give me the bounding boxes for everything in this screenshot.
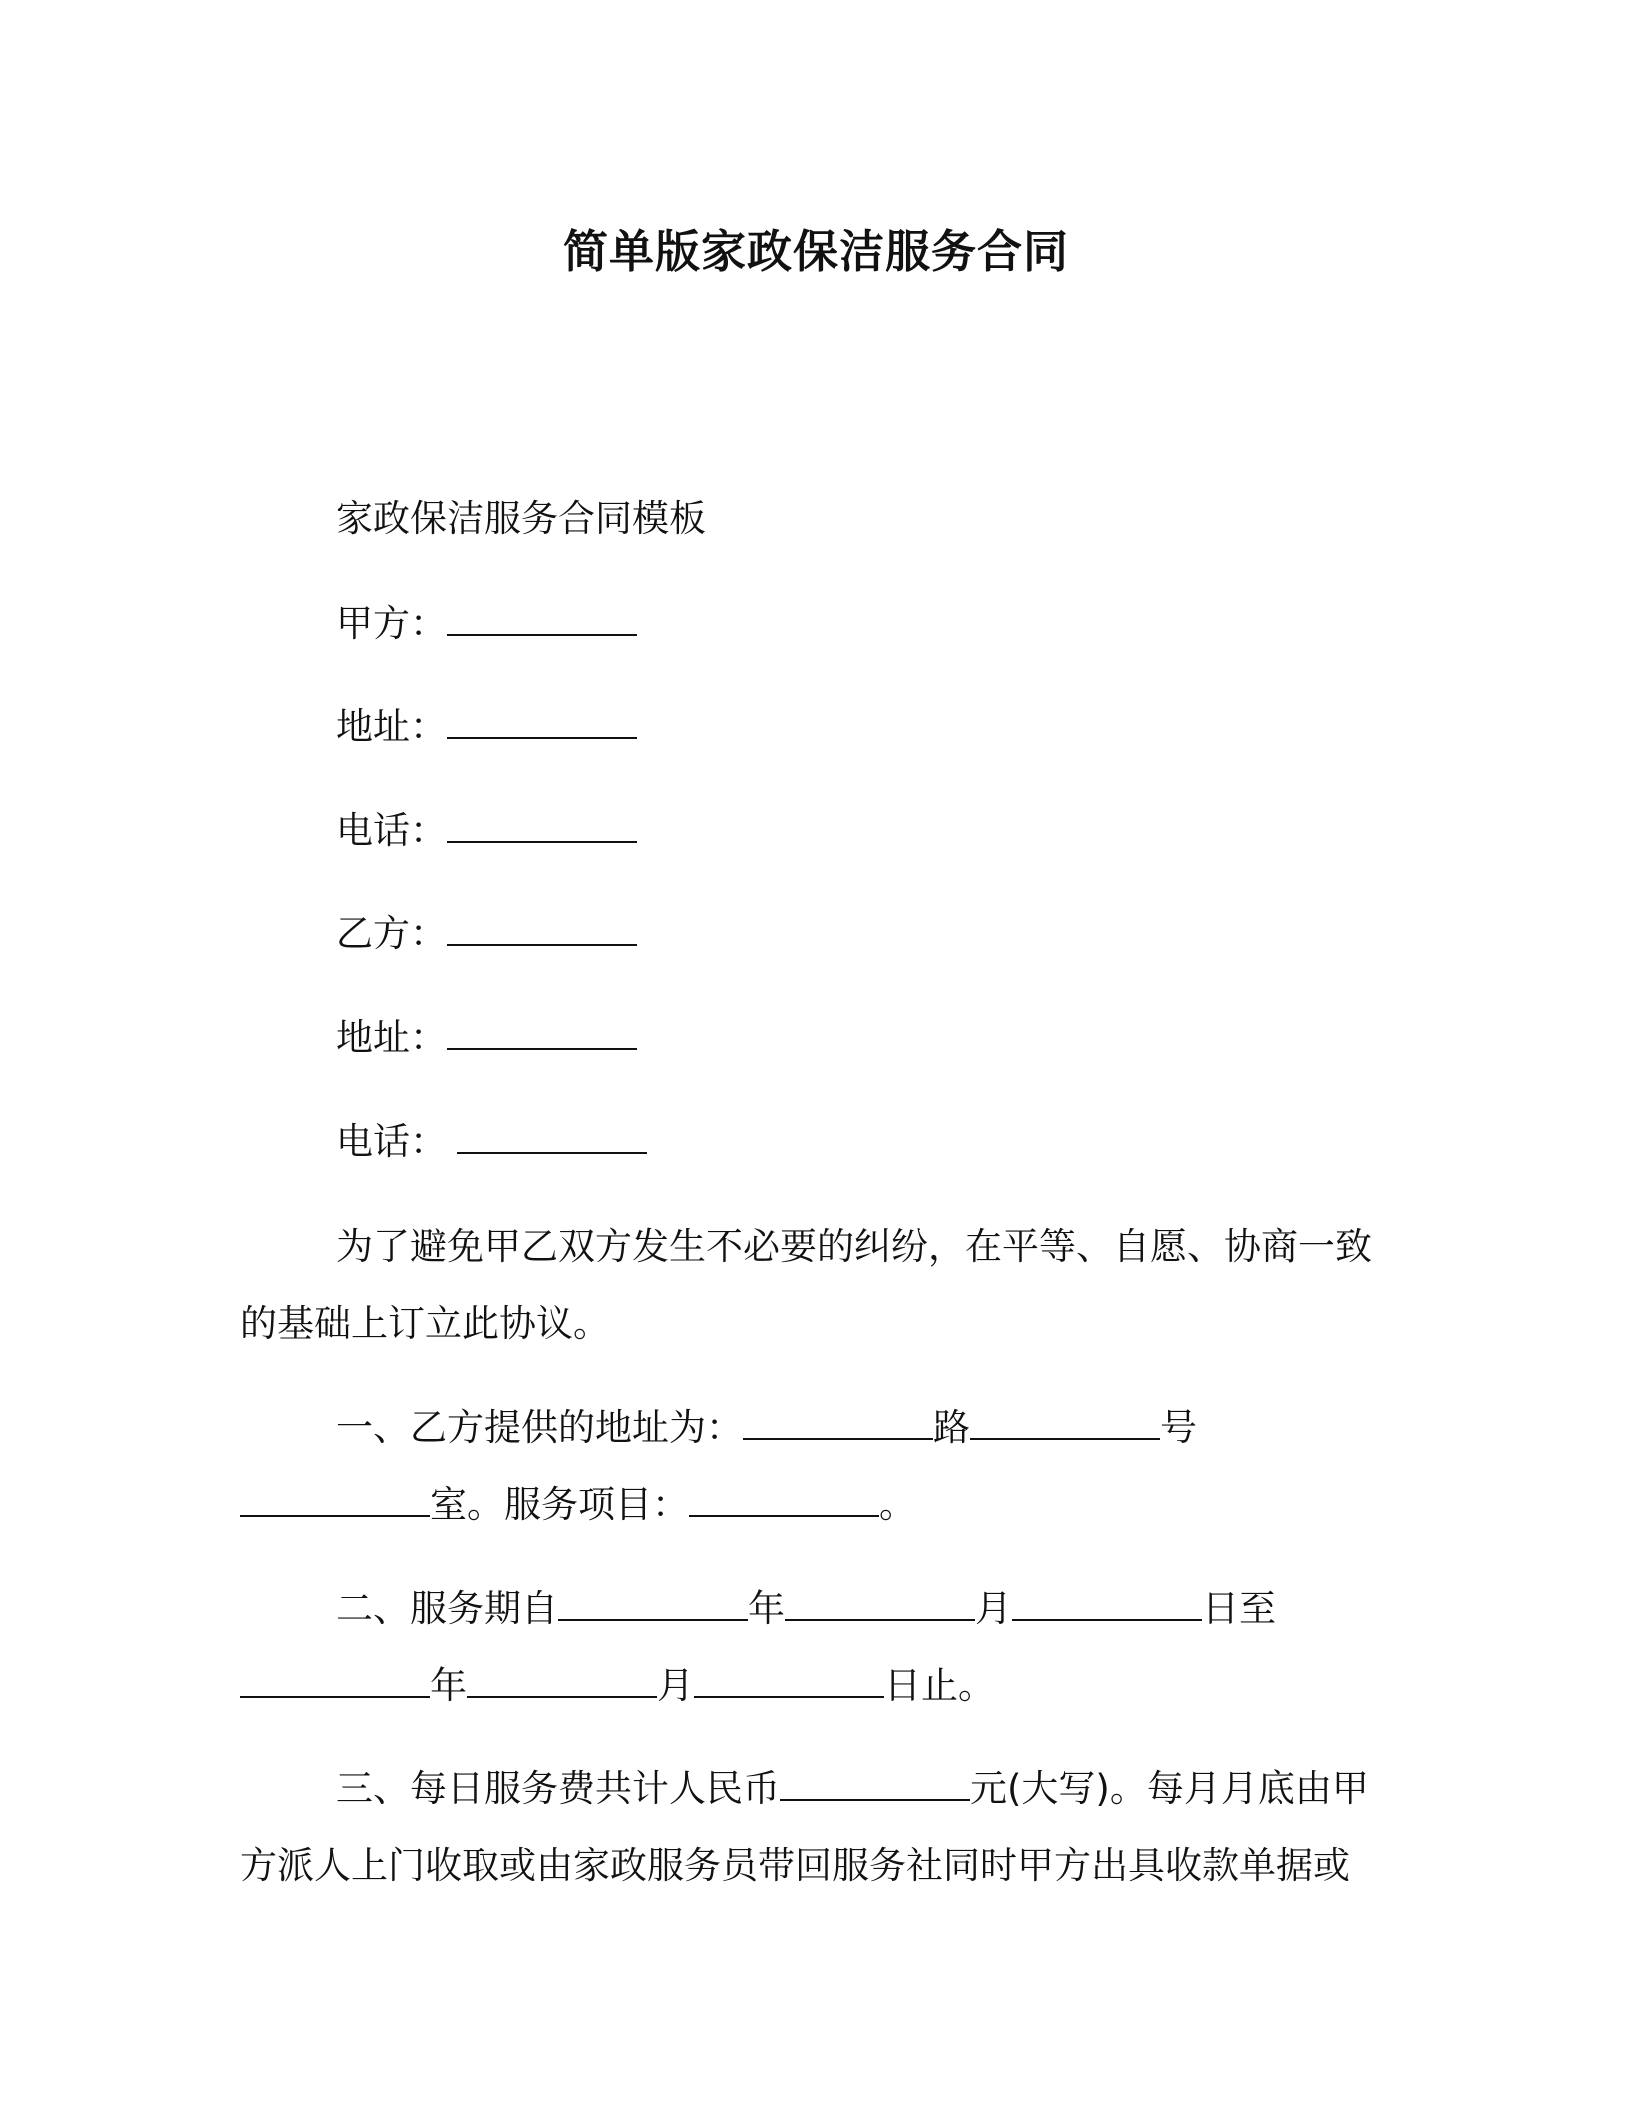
clause-1-room: 室。服务项目： — [430, 1483, 689, 1526]
start-day-blank — [1012, 1589, 1202, 1621]
clause-1-prefix: 一、乙方提供的地址为： — [336, 1406, 743, 1449]
field-label: 电话： — [336, 1120, 447, 1163]
clause-2-month: 月 — [975, 1587, 1012, 1630]
daily-fee-blank — [780, 1769, 970, 1801]
address-blank-1 — [743, 1408, 933, 1440]
end-year-blank — [240, 1666, 430, 1698]
start-month-blank — [785, 1589, 975, 1621]
document-title: 简单版家政保洁服务合同 — [562, 225, 1069, 278]
clause-2-prefix: 二、服务期自 — [336, 1587, 558, 1630]
party-b-address-blank — [447, 1018, 637, 1050]
end-day-blank — [694, 1666, 884, 1698]
party-a-blank — [447, 604, 637, 636]
clause-2-year2: 年 — [430, 1664, 467, 1707]
intro-paragraph: 为了避免甲乙双方发生不必要的纠纷，在平等、自愿、协商一致的基础上订立此协议。 — [240, 1225, 1372, 1345]
start-year-blank — [558, 1589, 748, 1621]
field-label: 乙方： — [336, 912, 447, 955]
clause-2-day-end: 日止。 — [884, 1664, 995, 1707]
clause-1-end: 。 — [879, 1483, 916, 1526]
clause-3-rest: 元(大写)。每月月底由甲方派人上门收取或由家政服务员带回服务社同时甲方出具收款单据或 — [240, 1767, 1369, 1887]
clause-1-number: 号 — [1160, 1406, 1197, 1449]
end-month-blank — [467, 1666, 657, 1698]
field-party-b-address — [336, 1012, 637, 1064]
clause-1 — [240, 1389, 1380, 1543]
clause-3-prefix: 三、每日服务费共计人民币 — [336, 1767, 780, 1810]
field-party-a — [336, 598, 637, 650]
address-blank-3 — [240, 1485, 430, 1517]
field-party-a-address — [336, 701, 637, 753]
field-party-a-phone — [336, 805, 637, 857]
service-item-blank — [689, 1485, 879, 1517]
field-label: 甲方： — [336, 602, 447, 645]
clause-1-road: 路 — [933, 1406, 970, 1449]
field-party-b — [336, 908, 637, 960]
clause-2 — [240, 1570, 1380, 1724]
party-a-phone-blank — [447, 811, 637, 843]
clause-2-day-to: 日至 — [1202, 1587, 1276, 1630]
field-label: 地址： — [336, 1016, 447, 1059]
clause-2-year: 年 — [748, 1587, 785, 1630]
clause-3 — [240, 1750, 1380, 1904]
document-subtitle: 家政保洁服务合同模板 — [336, 497, 706, 540]
party-b-blank — [447, 914, 637, 946]
field-label: 电话： — [336, 809, 447, 852]
party-b-phone-blank — [457, 1122, 647, 1154]
address-blank-2 — [970, 1408, 1160, 1440]
clause-2-month2: 月 — [657, 1664, 694, 1707]
field-label: 地址： — [336, 705, 447, 748]
party-a-address-blank — [447, 707, 637, 739]
field-party-b-phone — [336, 1116, 647, 1168]
